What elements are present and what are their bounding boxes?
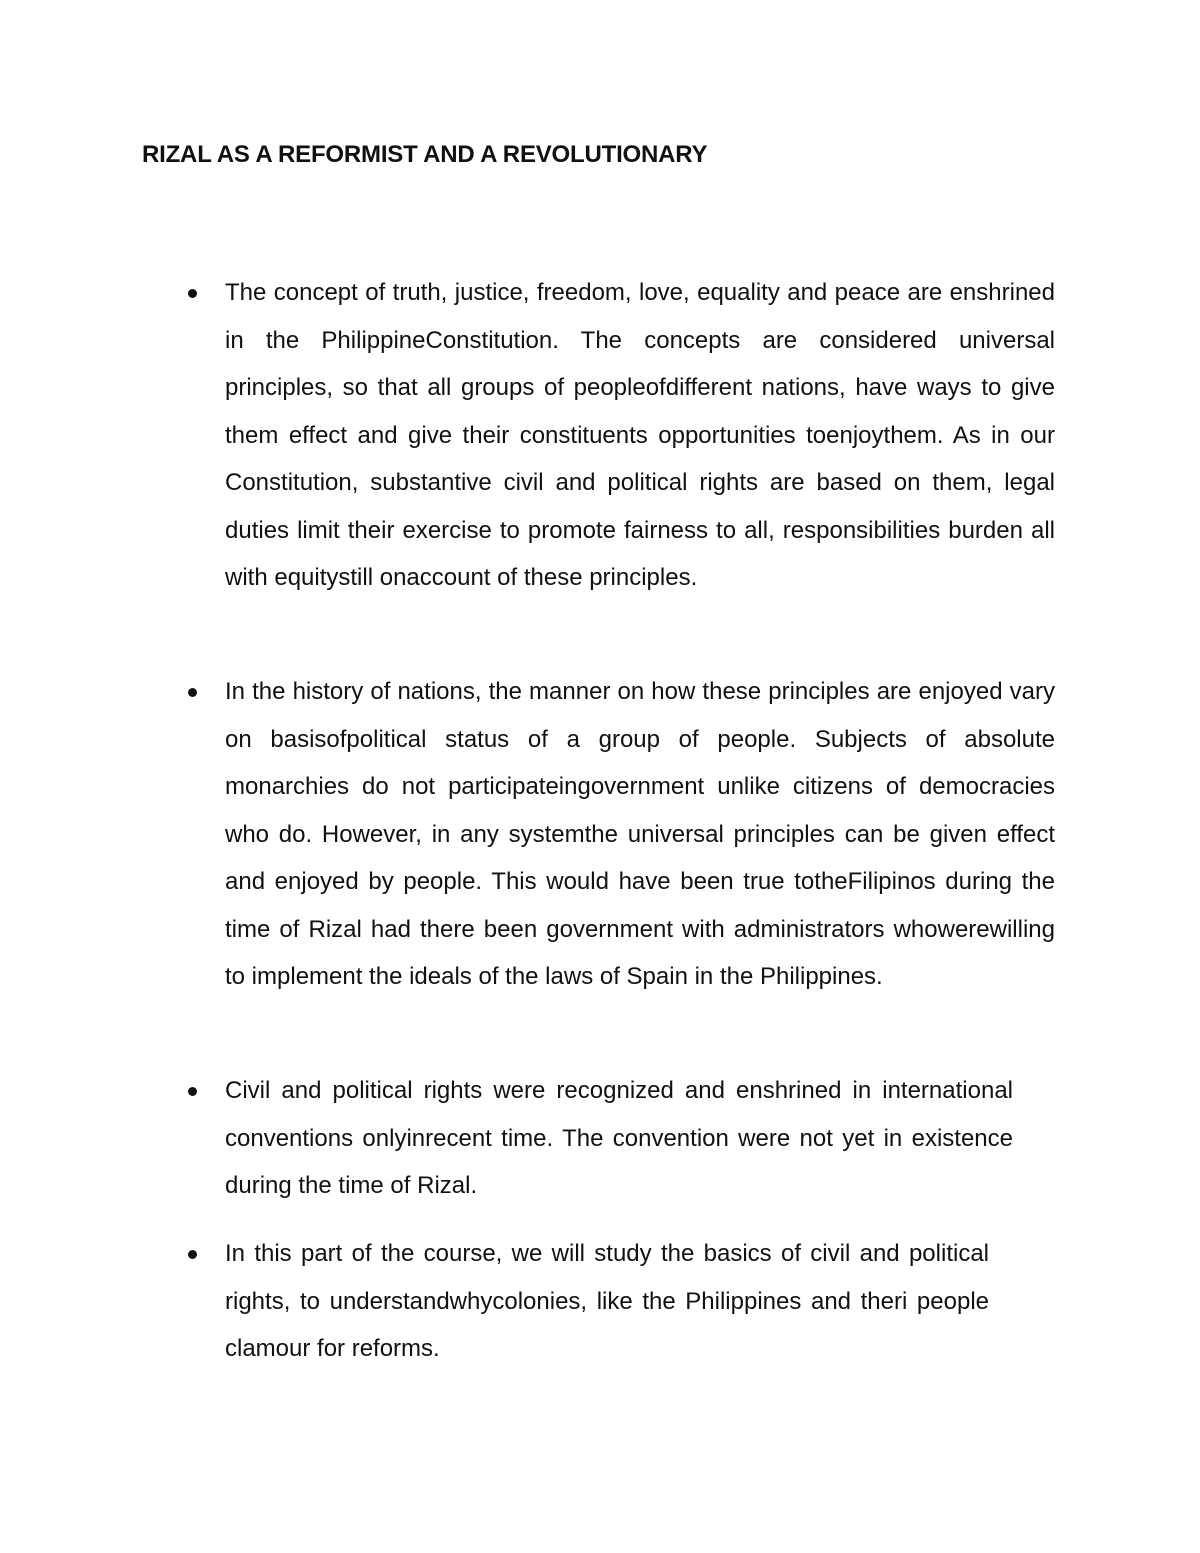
bullet-list-3: [185, 1067, 1013, 1210]
bullet-list-2: [185, 668, 1055, 1001]
bullet-text: The concept of truth, justice, freedom, love, equality and peace are enshrined in the PhilippineConstitution. The concepts are considered universal principles, so that all groups of peopleofdifferent nations, have ways to give them effect and give their constituents opportunities toenjoythem. As in our Constitution, substantive civil and political rights are based on them, legal duties limit their exercise to promote fairness to all, responsibilities burden all with equitystill onaccount of these principles.: [225, 279, 1055, 591]
bullet-list-4: [185, 1230, 989, 1373]
bullet-text: Civil and political rights were recognized and enshrined in international conventions onlyinrecent time. The convention were not yet in existence during the time of Rizal.: [225, 1077, 1013, 1199]
bullet-icon: [188, 1087, 197, 1096]
bullet-list-1: [185, 269, 1055, 602]
bullet-icon: [188, 289, 197, 298]
bullet-item: [185, 1067, 1013, 1210]
bullet-item: [185, 269, 1055, 602]
bullet-text: In the history of nations, the manner on how these principles are enjoyed vary on basisofpolitical status of a group of people. Subjects of absolute monarchies do not participateingovernment unlike citizens of democracies who do. However, in any systemthe universal principles can be given effect and enjoyed by people. This would have been true totheFilipinos during the time of Rizal had there been government with administrators whowerewilling to implement the ideals of the laws of Spain in the Philippines.: [225, 678, 1055, 990]
bullet-item: [185, 668, 1055, 1001]
bullet-text: In this part of the course, we will study the basics of civil and political rights, to understandwhycolonies, like the Philippines and theri people clamour for reforms.: [225, 1240, 989, 1362]
bullet-item: [185, 1230, 989, 1373]
bullet-icon: [188, 1250, 197, 1259]
bullet-icon: [188, 688, 197, 697]
document-title: RIZAL AS A REFORMIST AND A REVOLUTIONARY: [142, 141, 708, 168]
